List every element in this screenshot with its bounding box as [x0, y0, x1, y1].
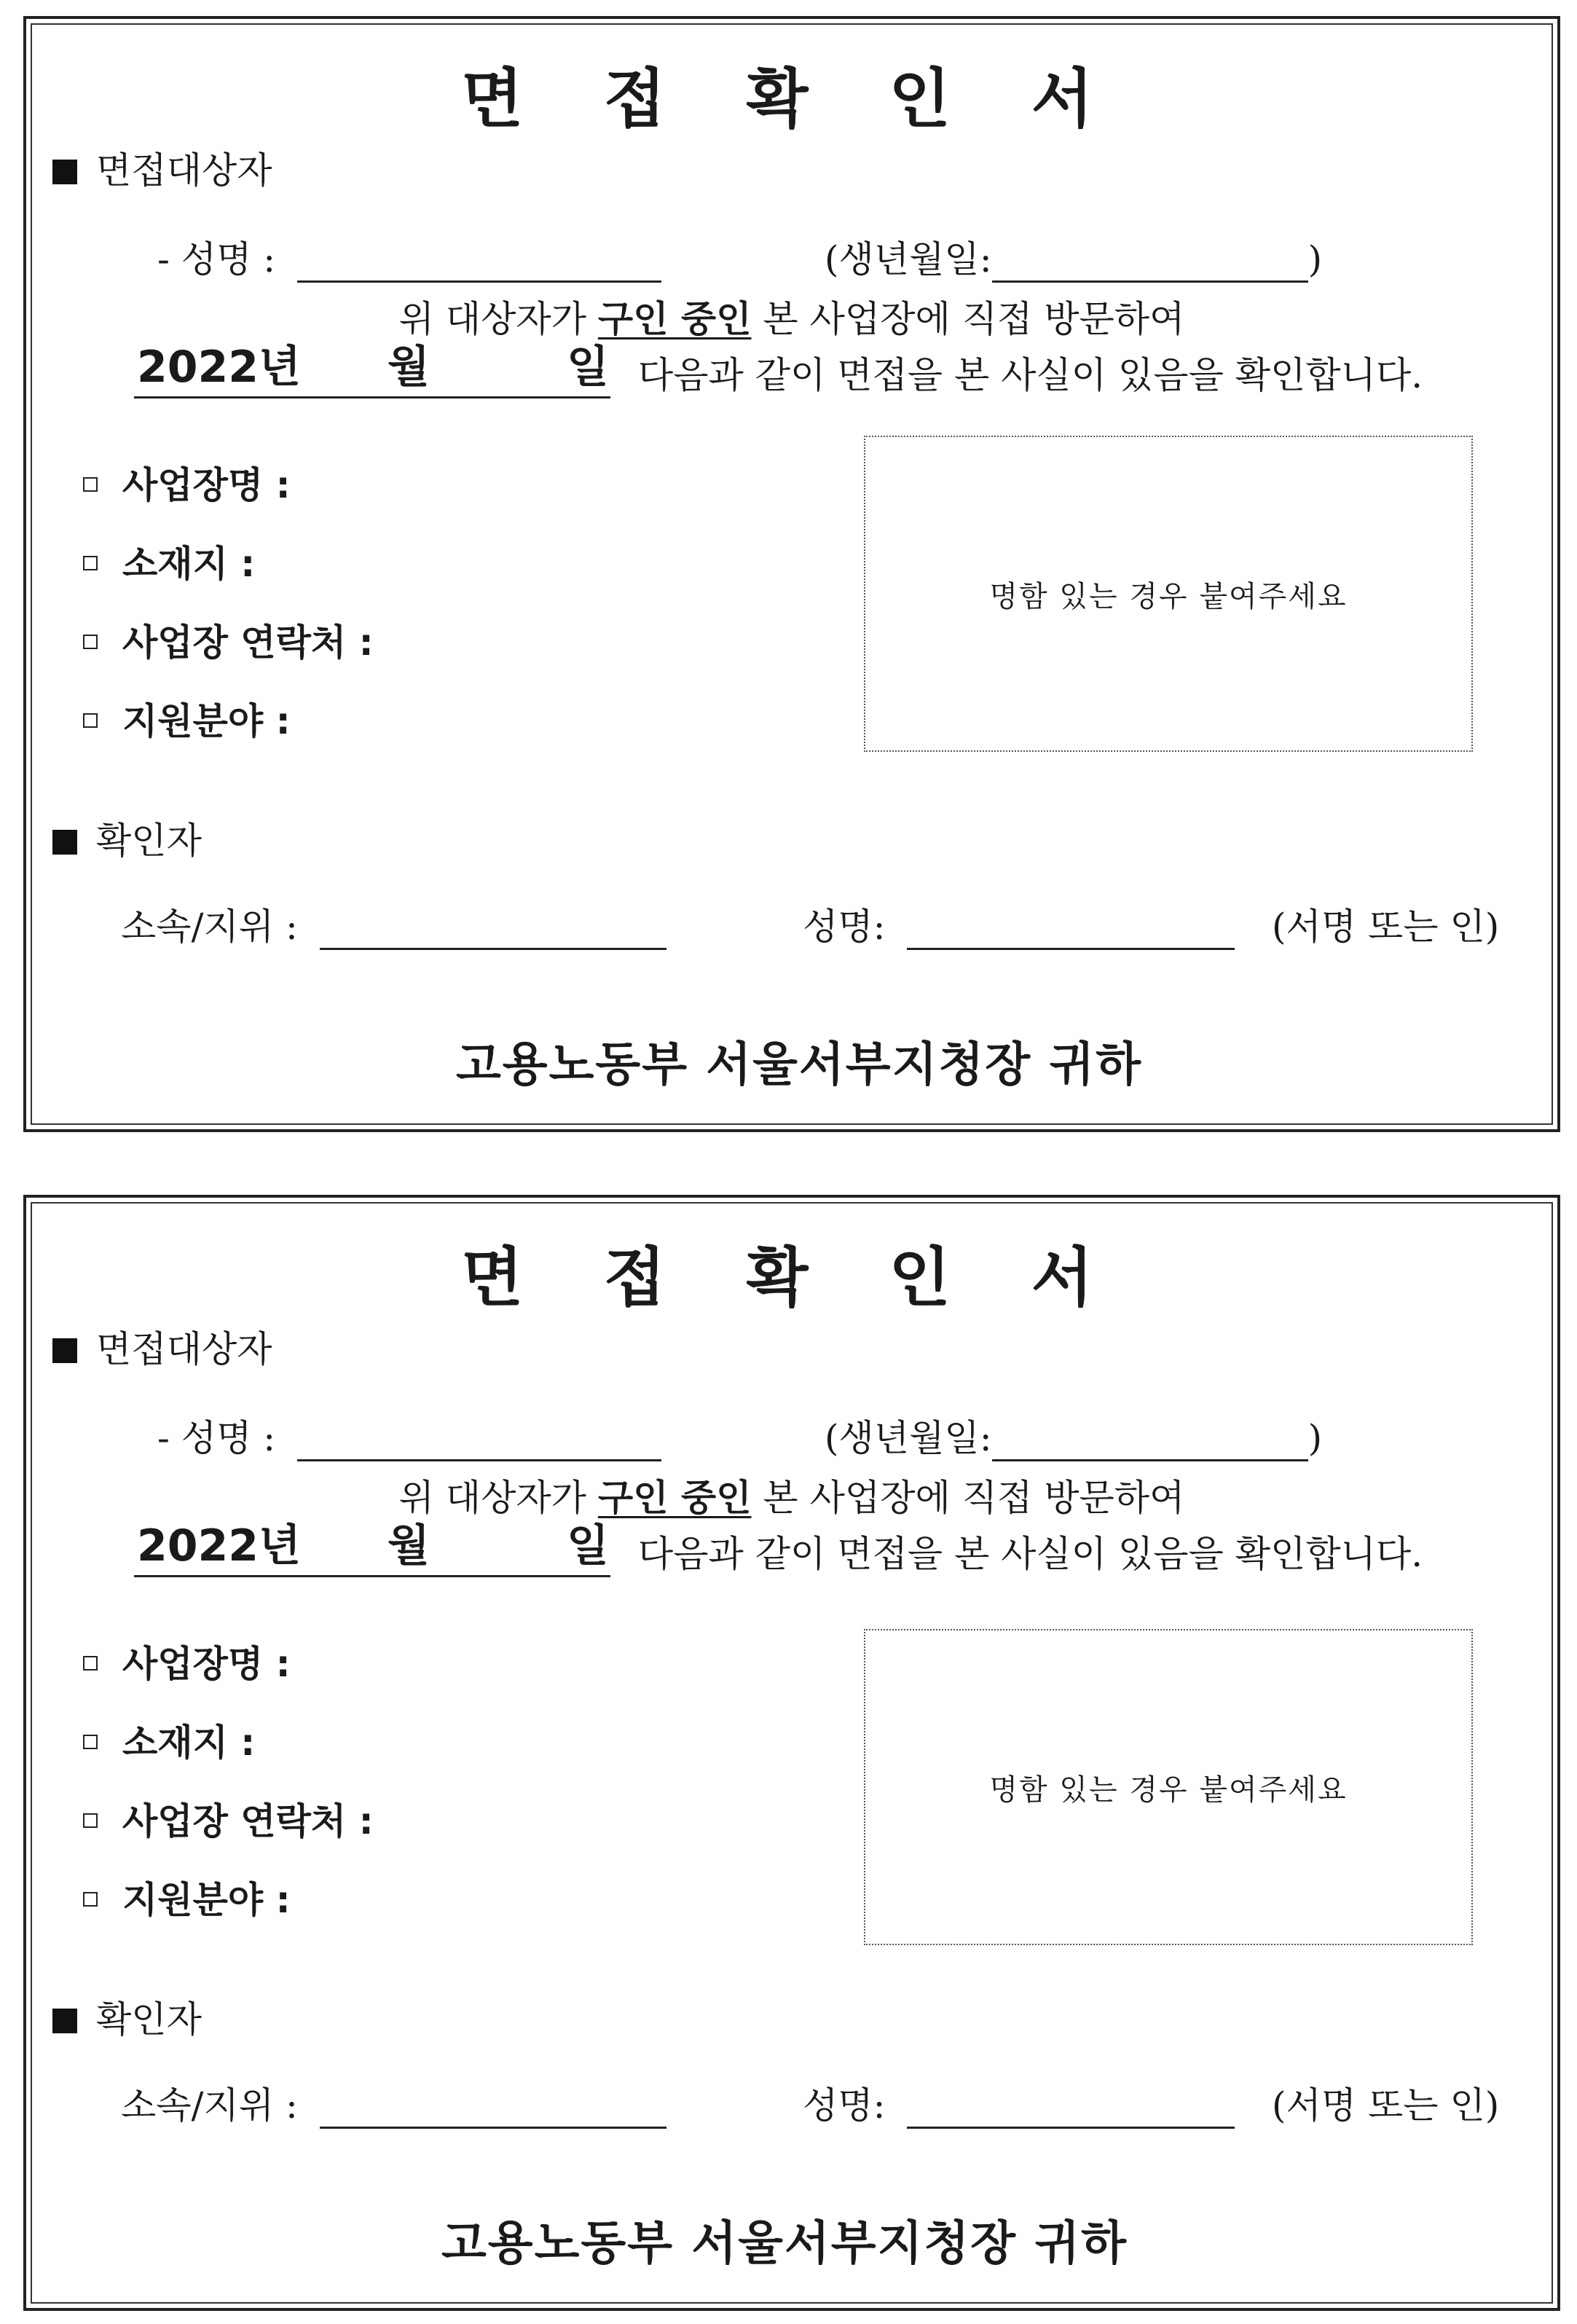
name-field[interactable] [297, 244, 661, 283]
signature-note: (서명 또는 인) [1272, 2084, 1500, 2127]
addressee: 고용노동부 서울서부지청장 귀하 [441, 2217, 1128, 2271]
card-note: 명함 있는 경우 붙여주세요 [989, 579, 1348, 613]
interview-confirmation-form-1 [23, 16, 1560, 1132]
checkbox-icon [83, 1813, 98, 1828]
applicant-section-heading [52, 1320, 272, 1373]
interview-date-field[interactable] [134, 1518, 610, 1577]
applicant-section-label: 면접대상자 [96, 149, 272, 192]
checkbox-icon [83, 1892, 98, 1907]
business-card-area[interactable] [864, 1629, 1473, 1945]
date-year: 2022년 [137, 342, 301, 393]
item-business-name [83, 1635, 291, 1687]
item-application-field [83, 1871, 291, 1923]
item-business-contact [83, 1792, 374, 1845]
name-label: - 성명 : [157, 1417, 276, 1459]
interview-date-field[interactable] [134, 339, 610, 399]
form-title: 면 접 확 인 서 [461, 61, 1122, 136]
interview-date-row [134, 1518, 1423, 1577]
signature-note: (서명 또는 인) [1272, 906, 1500, 948]
applicant-name-row [157, 1409, 661, 1461]
interview-confirmation-form-2 [23, 1195, 1560, 2311]
visit-emphasis: 구인 중인 [597, 1477, 752, 1519]
item-location [83, 1713, 255, 1766]
verifier-name-field[interactable] [907, 2090, 1235, 2129]
item-business-contact [83, 613, 374, 666]
date-month: 월 [388, 1520, 430, 1571]
confirm-text: 다음과 같이 면접을 본 사실이 있음을 확인합니다. [637, 1533, 1423, 1575]
checkbox-icon [83, 635, 98, 649]
item-location [83, 535, 255, 587]
verifier-section-heading [52, 812, 202, 864]
checkbox-icon [83, 477, 98, 492]
item-label: 지원분야 : [122, 700, 291, 742]
date-day: 일 [567, 342, 609, 393]
birth-date-field[interactable] [992, 1423, 1308, 1461]
visit-suffix: 본 사업장에 직접 방문하여 [763, 298, 1185, 340]
affiliation-label: 소속/지위 : [121, 2084, 298, 2127]
item-label: 지원분야 : [122, 1879, 291, 1921]
date-day: 일 [567, 1520, 609, 1571]
applicant-section-heading [52, 141, 272, 194]
visit-prefix: 위 대상자가 [398, 298, 586, 340]
verifier-section-heading [52, 1990, 202, 2043]
item-label: 사업장명 : [122, 464, 291, 506]
name-field[interactable] [297, 1423, 661, 1461]
addressee: 고용노동부 서울서부지청장 귀하 [455, 1038, 1143, 1092]
confirm-text: 다음과 같이 면접을 본 사실이 있음을 확인합니다. [637, 354, 1423, 396]
card-note: 명함 있는 경우 붙여주세요 [989, 1773, 1348, 1807]
form-title: 면 접 확 인 서 [461, 1240, 1122, 1315]
affiliation-label: 소속/지위 : [121, 906, 298, 948]
filled-square-icon [52, 2009, 77, 2033]
item-label: 사업장 연락처 : [122, 1800, 374, 1842]
item-business-name [83, 456, 291, 509]
verifier-name-row [803, 898, 1235, 950]
verifier-section-label: 확인자 [96, 1998, 202, 2041]
checkbox-icon [83, 1656, 98, 1671]
verifier-section-label: 확인자 [96, 820, 202, 862]
verifier-name-label: 성명: [803, 906, 886, 948]
item-label: 소재지 : [122, 1722, 256, 1764]
birth-date-row [825, 1409, 1322, 1461]
verifier-name-field[interactable] [907, 911, 1235, 950]
affiliation-field[interactable] [320, 2090, 666, 2129]
birth-close: ) [1307, 1417, 1323, 1459]
verifier-name-label: 성명: [803, 2084, 886, 2127]
applicant-section-label: 면접대상자 [96, 1328, 272, 1370]
filled-square-icon [52, 160, 77, 184]
birth-label: (생년월일: [825, 238, 992, 280]
interview-date-row [134, 339, 1423, 399]
birth-date-field[interactable] [992, 244, 1308, 283]
business-card-area[interactable] [864, 436, 1473, 752]
checkbox-icon [83, 556, 98, 570]
visit-suffix: 본 사업장에 직접 방문하여 [763, 1477, 1185, 1519]
date-month: 월 [388, 342, 430, 393]
applicant-name-row [157, 230, 661, 283]
birth-date-row [825, 230, 1322, 283]
name-label: - 성명 : [157, 238, 276, 280]
filled-square-icon [52, 830, 77, 855]
checkbox-icon [83, 1735, 98, 1749]
filled-square-icon [52, 1338, 77, 1363]
visit-prefix: 위 대상자가 [398, 1477, 586, 1519]
item-application-field [83, 692, 291, 745]
date-year: 2022년 [137, 1520, 301, 1571]
checkbox-icon [83, 713, 98, 728]
birth-label: (생년월일: [825, 1417, 992, 1459]
verifier-name-row [803, 2076, 1235, 2129]
affiliation-row [121, 2076, 666, 2129]
affiliation-row [121, 898, 666, 950]
affiliation-field[interactable] [320, 911, 666, 950]
visit-emphasis: 구인 중인 [597, 298, 752, 340]
birth-close: ) [1307, 238, 1323, 280]
item-label: 소재지 : [122, 543, 256, 585]
item-label: 사업장 연락처 : [122, 621, 374, 664]
item-label: 사업장명 : [122, 1643, 291, 1685]
